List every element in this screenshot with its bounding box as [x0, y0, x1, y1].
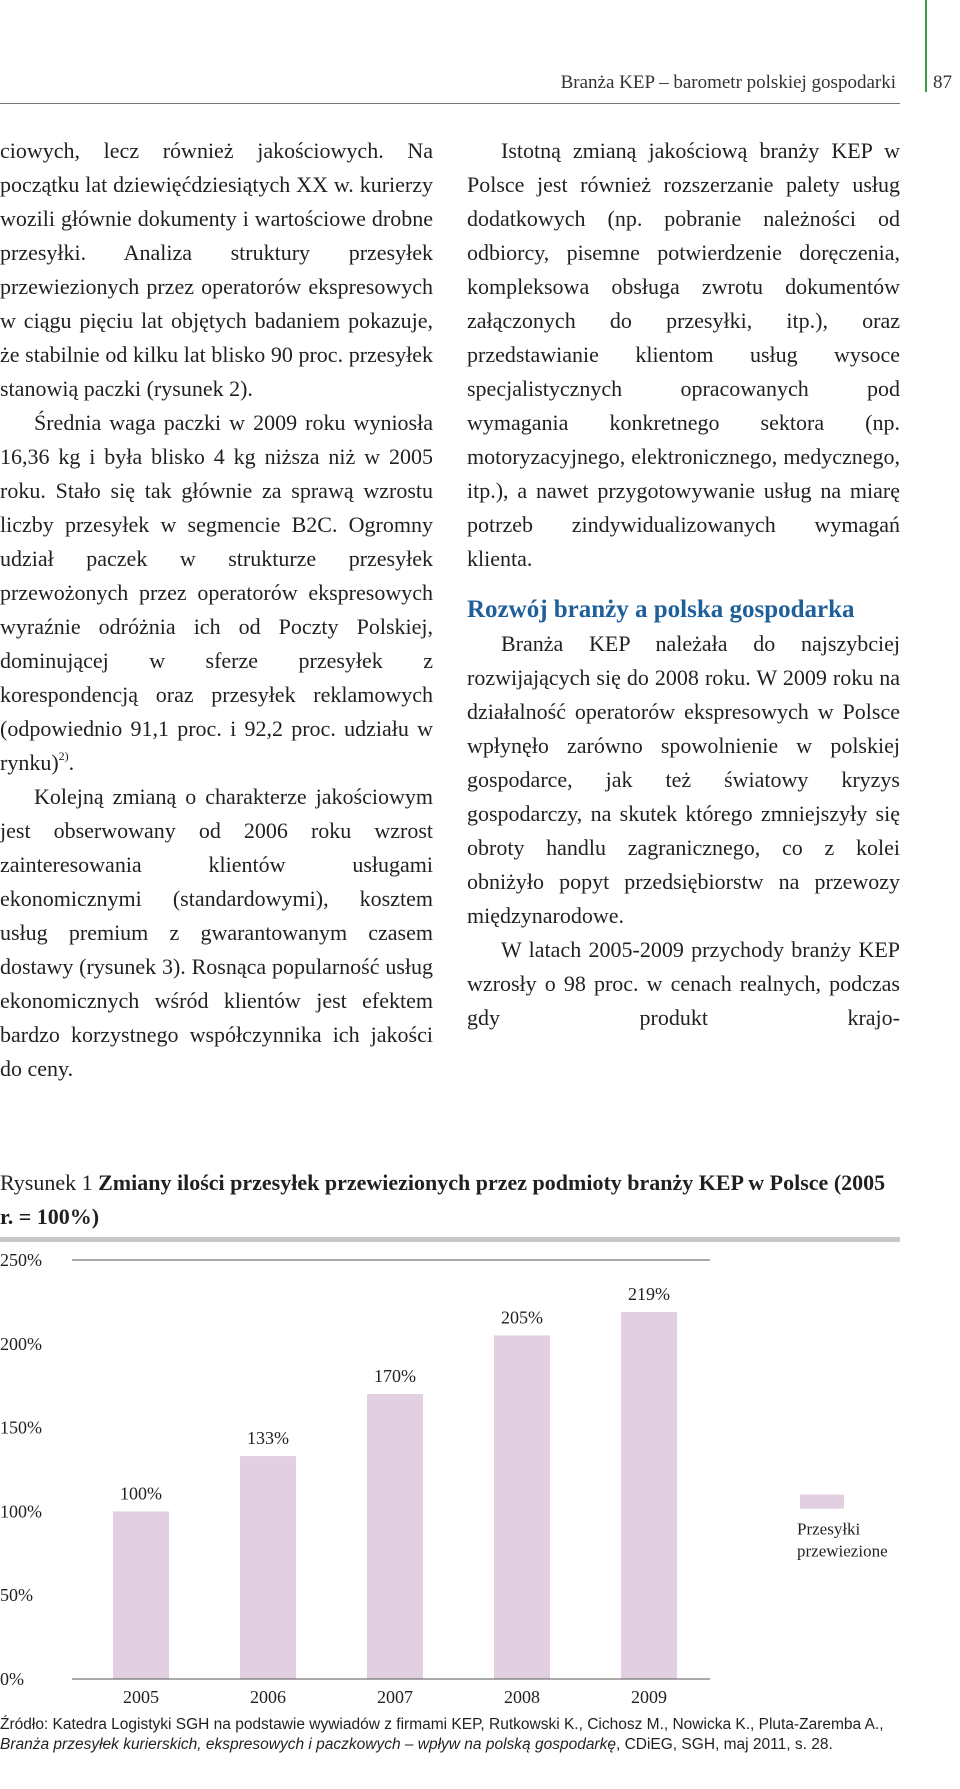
figure-caption-prefix: Rysunek 1 — [0, 1170, 93, 1195]
bar-data-label: 219% — [628, 1283, 670, 1304]
y-tick-label: 100% — [0, 1501, 42, 1522]
x-tick-label: 2005 — [123, 1687, 159, 1705]
left-text-column — [0, 134, 433, 1086]
legend-swatch — [800, 1495, 844, 1509]
bar-data-label: 205% — [501, 1307, 543, 1328]
y-tick-label: 50% — [0, 1585, 33, 1606]
y-tick-label: 0% — [0, 1669, 24, 1689]
right-paragraph-2: Branża KEP należała do najszybciej rozwijających się do 2008 roku. W 2009 roku na działalność operatorów ekspresowych w Polsce wpłynęło zarówno spowolnienie w polskiej gospodarce, jak też światowy kryzys gospodarczy, na skutek którego zmniejszyły się obroty handlu zagranicznego, co z kolei obniżyło popyt przedsiębiorstw na przewozy międzynarodowe. — [467, 631, 900, 928]
left-paragraph-2-text: Średnia waga paczki w 2009 roku wyniosła 16,36 kg i była blisko 4 kg niższa niż w 2005 roku. Stało się tak głównie za sprawą wzrostu liczby przesyłek w segmencie B2C. Ogromny udział paczek w strukturze przesyłek przewożonych przez operatorów ekspresowych wyraźnie odróżnia ich od Poczty Polskiej, dominującej w sferze przesyłek z korespondencją oraz przesyłek reklamowych (odpowiednio 91,1 proc. i 92,2 proc. udziału w rynku) — [0, 410, 433, 775]
x-tick-label: 2009 — [631, 1687, 667, 1705]
bar — [367, 1394, 423, 1679]
y-tick-label: 200% — [0, 1333, 42, 1354]
header-rule — [0, 103, 900, 104]
y-tick-label: 150% — [0, 1417, 42, 1438]
bar — [240, 1456, 296, 1679]
bar — [621, 1312, 677, 1679]
left-paragraph-3: Kolejną zmianą o charakterze jakościowym jest obserwowany od 2006 roku wzrost zainteresowania klientów usługami ekonomicznymi (standardowymi), kosztem usług premium z gwarantowanym czasem dostawy (rysunek 3). Rosnąca popularność usług ekonomicznych wśród klientów jest efektem bardzo korzystnego współczynnika ich jakości do ceny. — [0, 784, 433, 1081]
right-paragraph-1: Istotną zmianą jakościową branży KEP w Polsce jest również rozszerzanie palety usług dodatkowych (np. pobranie należności od odbiorcy, pisemne potwierdzenie doręczenia, kompleksowa obsługa zwrotu dokumentów załączonych do przesyłki, itp.), oraz przedstawianie klientom usług wysoce specjalistycznych opracowanych pod wymagania konkretnego sektora (np. motoryzacyjnego, elektronicznego, medycznego, itp.), a nawet przygotowywanie usług na miarę potrzeb zindywidualizowanych wymagań klienta. — [467, 138, 900, 571]
bar-chart — [0, 1245, 960, 1705]
section-heading: Rozwój branży a polska gospodarka — [467, 596, 855, 623]
x-tick-label: 2007 — [377, 1687, 413, 1705]
bar-data-label: 170% — [374, 1366, 416, 1387]
left-paragraph-1: ciowych, lecz również jakościowych. Na początku lat dziewięćdziesiątych XX w. kurierzy wozili głównie dokumenty i wartościowe drobne przesyłki. Analiza struktury przesyłek przewiezionych przez operatorów ekspresowych w ciągu pięciu lat objętych badaniem pokazuje, że stabilnie od kilku lat blisko 90 proc. przesyłek stanowią paczki (rysunek 2). — [0, 138, 433, 401]
y-tick-label: 250% — [0, 1250, 42, 1270]
source-text-after: , CDiEG, SGH, maj 2011, s. 28. — [615, 1736, 833, 1753]
source-text-before: Źródło: Katedra Logistyki SGH na podstawie wywiadów z firmami KEP, Rutkowski K., Cichosz M., Nowicka K., Pluta-Zaremba A., — [0, 1716, 884, 1733]
bar — [494, 1335, 550, 1679]
figure-caption — [0, 1166, 900, 1234]
right-paragraph-3: W latach 2005-2009 przychody branży KEP wzrosły o 98 proc. w cenach realnych, podczas gdy produkt krajo- — [467, 937, 900, 1030]
green-margin-rule — [925, 0, 927, 92]
page-number: 87 — [933, 72, 952, 93]
bar — [113, 1511, 169, 1679]
x-tick-label: 2006 — [250, 1687, 286, 1705]
running-header-title: Branża KEP – barometr polskiej gospodarki — [560, 72, 896, 93]
figure-rule — [0, 1237, 900, 1242]
left-paragraph-2 — [0, 406, 433, 780]
x-tick-label: 2008 — [504, 1687, 540, 1705]
left-paragraph-2-end: . — [68, 750, 75, 775]
right-text-column — [467, 134, 900, 1035]
footnote-ref: 2) — [58, 749, 69, 763]
legend-label-line2: przewiezione — [797, 1541, 888, 1561]
figure-source-note — [0, 1715, 900, 1755]
bar-data-label: 133% — [247, 1428, 289, 1449]
legend-label-line1: Przesyłki — [797, 1519, 861, 1539]
source-title: Branża przesyłek kurierskich, ekspresowych i paczkowych – wpływ na polską gospodarkę — [0, 1736, 616, 1753]
bar-data-label: 100% — [120, 1483, 162, 1504]
figure-caption-title: Zmiany ilości przesyłek przewiezionych przez podmioty branży KEP w Polsce (2005 r. = 100%) — [0, 1170, 886, 1229]
